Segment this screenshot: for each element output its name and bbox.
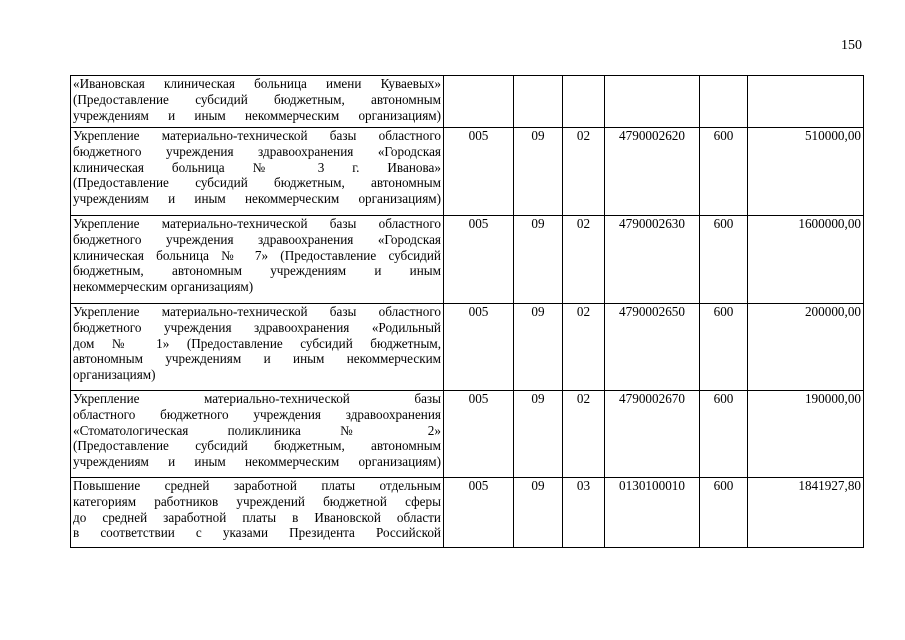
description-line: Повышение средней заработной платы отдельным: [73, 478, 441, 493]
page-number: 150: [841, 38, 862, 53]
amount: [748, 76, 864, 128]
row-description: [71, 76, 444, 128]
subsection-code: 02: [563, 216, 605, 304]
expense-type-code: 600: [700, 304, 748, 391]
expense-type-code: 600: [700, 391, 748, 478]
amount: 1600000,00: [748, 216, 864, 304]
description-line: Укрепление материально-технической базы областного: [73, 216, 441, 231]
description-line: «Ивановская клиническая больница имени Куваевых»: [73, 76, 441, 91]
ministry-code: 005: [444, 216, 514, 304]
row-description: [71, 478, 444, 548]
section-code: 09: [514, 391, 563, 478]
subsection-code: 03: [563, 478, 605, 548]
ministry-code: 005: [444, 391, 514, 478]
description-line: (Предоставление субсидий бюджетным, автономным: [73, 175, 441, 191]
description-line: Укрепление материально-технической базы областного: [73, 128, 441, 143]
section-code: 09: [514, 128, 563, 216]
target-article-code: 4790002620: [605, 128, 700, 216]
description-line: организациям): [73, 367, 156, 383]
description-line: дом № 1» (Предоставление субсидий бюджетным,: [73, 335, 441, 351]
section-code: 09: [514, 216, 563, 304]
expense-type-code: [700, 76, 748, 128]
amount: 190000,00: [748, 391, 864, 478]
table-row: [71, 128, 864, 216]
ministry-code: 005: [444, 478, 514, 548]
table-row: [71, 391, 864, 478]
description-line: бюджетного учреждения здравоохранения «Родильный: [73, 319, 441, 335]
table-row: [71, 304, 864, 391]
description-line: бюджетного учреждения здравоохранения «Городская: [73, 143, 441, 159]
description-line: учреждениям и иным некоммерческим организациям): [73, 191, 441, 207]
description-line: бюджетного учреждения здравоохранения «Городская: [73, 231, 441, 247]
description-line: в соответствии с указами Президента Российской: [73, 525, 441, 541]
expense-type-code: 600: [700, 128, 748, 216]
row-description: [71, 391, 444, 478]
description-line: автономным учреждениям и иным некоммерческим: [73, 351, 441, 367]
target-article-code: 0130100010: [605, 478, 700, 548]
ministry-code: [444, 76, 514, 128]
description-line: клиническая больница № 3 г. Иванова»: [73, 159, 441, 175]
table-row: [71, 216, 864, 304]
description-line: бюджетным, автономным учреждениям и иным: [73, 263, 441, 279]
row-description: [71, 304, 444, 391]
description-line: категориям работников учреждений бюджетной сферы: [73, 493, 441, 509]
ministry-code: 005: [444, 304, 514, 391]
ministry-code: 005: [444, 128, 514, 216]
description-line: Укрепление материально-технической базы областного: [73, 304, 441, 319]
row-description: [71, 216, 444, 304]
description-line: Укрепление материально-технической базы: [73, 391, 441, 406]
section-code: [514, 76, 563, 128]
subsection-code: 02: [563, 391, 605, 478]
target-article-code: 4790002650: [605, 304, 700, 391]
target-article-code: 4790002630: [605, 216, 700, 304]
section-code: 09: [514, 478, 563, 548]
target-article-code: 4790002670: [605, 391, 700, 478]
amount: 1841927,80: [748, 478, 864, 548]
row-description: [71, 128, 444, 216]
description-line: клиническая больница № 7» (Предоставление субсидий: [73, 247, 441, 263]
description-line: областного бюджетного учреждения здравоохранения: [73, 406, 441, 422]
description-line: (Предоставление субсидий бюджетным, автономным: [73, 438, 441, 454]
description-line: до средней заработной платы в Ивановской области: [73, 509, 441, 525]
amount: 200000,00: [748, 304, 864, 391]
section-code: 09: [514, 304, 563, 391]
amount: 510000,00: [748, 128, 864, 216]
subsection-code: [563, 76, 605, 128]
description-line: учреждениям и иным некоммерческим организациям): [73, 454, 441, 470]
table-row: [71, 478, 864, 548]
subsection-code: 02: [563, 128, 605, 216]
description-line: «Стоматологическая поликлиника № 2»: [73, 422, 441, 438]
description-line: учреждениям и иным некоммерческим организациям): [73, 107, 441, 123]
target-article-code: [605, 76, 700, 128]
budget-table: [70, 75, 864, 548]
description-line: некоммерческим организациям): [73, 279, 254, 295]
description-line: (Предоставление субсидий бюджетным, автономным: [73, 91, 441, 107]
subsection-code: 02: [563, 304, 605, 391]
expense-type-code: 600: [700, 216, 748, 304]
expense-type-code: 600: [700, 478, 748, 548]
table-row: [71, 76, 864, 128]
